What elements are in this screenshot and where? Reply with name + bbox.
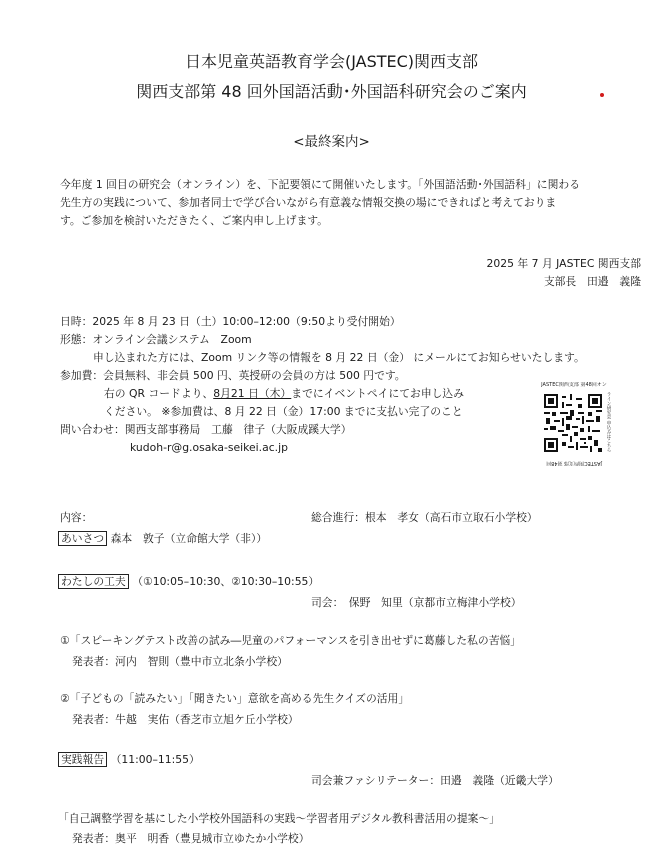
final-notice-label: <最終案内> <box>293 134 370 150</box>
fee-note-suffix: までにイベントペイにてお申し込み <box>291 387 465 400</box>
page-subtitle: 関西支部第 48 回外国語活動･外国語科研究会のご案内 <box>136 82 527 101</box>
red-dot-mark <box>600 93 604 97</box>
deadline-date: 8月21 日（木） <box>213 387 292 400</box>
report-line <box>58 753 200 767</box>
event-contact: 問い合わせ：関西支部事務局 工藤 律子（大阪成蹊大学） <box>60 423 352 436</box>
ideas-label: わたしの工夫 <box>58 574 129 589</box>
report-time: （11:00–11:55） <box>110 753 200 766</box>
event-format: 形態：オンライン会議システム Zoom <box>60 333 252 346</box>
contents-label: 内容： <box>60 511 93 524</box>
event-format-note: 申し込まれた方には、Zoom リンク等の情報を 8 月 22 日（金） にメールにてお知らせいたします。 <box>93 351 585 364</box>
contact-email[interactable]: kudoh-r@g.osaka-seikei.ac.jp <box>130 441 288 454</box>
signature-date-org: 2025 年 7 月 JASTEC 関西支部 <box>486 257 641 270</box>
talk-1-presenter: 発表者：河内 智則（豊中市立北条小学校） <box>72 655 288 668</box>
qr-code-block[interactable] <box>541 382 611 466</box>
qr-side-caption: ライン研究会 申込みはこちら <box>606 392 611 452</box>
page-title: 日本児童英語教育学会(JASTEC)関西支部 <box>184 52 479 71</box>
event-fee-note-1 <box>104 387 464 401</box>
qr-top-caption: JASTEC関西支部 第48回オン <box>541 382 607 388</box>
signature-leader: 支部長 田邉 義隆 <box>543 275 641 288</box>
host-line: 総合進行：根本 孝女（高石市立取石小学校） <box>311 511 538 524</box>
report-title: 「自己調整学習を基にした小学校外国語科の実践～学習者用デジタル教科書活用の提案～」 <box>58 812 501 825</box>
ideas-chair: 司会： 保野 知里（京都市立梅津小学校） <box>311 596 522 609</box>
intro-line-1: 今年度 1 回目の研究会（オンライン）を、下記要領にて開催いたします。「外国語活動･外国語科」に関わる <box>60 178 580 191</box>
ideas-time: （①10:05–10:30、②10:30–10:55） <box>132 575 320 588</box>
talk-2-title: ②「子どもの「読みたい」「聞きたい」意欲を高める先生クイズの活用」 <box>60 692 410 705</box>
report-chair: 司会兼ファシリテーター：田邉 義隆（近畿大学） <box>311 774 559 787</box>
qr-code-icon[interactable] <box>544 392 602 454</box>
report-label: 実践報告 <box>58 752 107 767</box>
qr-bottom-caption: JASTEC関西支部 第48回 <box>546 460 602 466</box>
talk-2-presenter: 発表者：牛越 実佑（香芝市立旭ケ丘小学校） <box>72 713 299 726</box>
event-fee-note-2: ください。 ※参加費は、8 月 22 日（金）17:00 までに支払い完了のこと <box>104 405 463 418</box>
event-datetime: 日時：2025 年 8 月 23 日（土）10:00–12:00（9:50より受付開始） <box>60 315 401 328</box>
greeting-line <box>58 532 267 546</box>
intro-line-3: す。ご参加を検討いただきたく、ご案内申し上げます。 <box>60 214 328 227</box>
greeting-speaker: 森本 敦子（立命館大学（非）） <box>110 532 268 545</box>
fee-note-prefix: 右の QR コードより、 <box>104 387 214 400</box>
report-presenter: 発表者：奥平 明香（豊見城市立ゆたか小学校） <box>72 832 310 845</box>
greeting-label: あいさつ <box>58 531 107 546</box>
event-fee: 参加費：会員無料、非会員 500 円、英授研の会員の方は 500 円です。 <box>60 369 406 382</box>
ideas-line <box>58 575 319 589</box>
talk-1-title: ①「スピーキングテスト改善の試み―児童のパフォーマンスを引き出せずに葛藤した私の苦悩」 <box>60 634 522 647</box>
intro-line-2: 先生方の実践について、参加者同士で学び合いながら有意義な情報交換の場にできればと考えておりま <box>60 196 557 209</box>
